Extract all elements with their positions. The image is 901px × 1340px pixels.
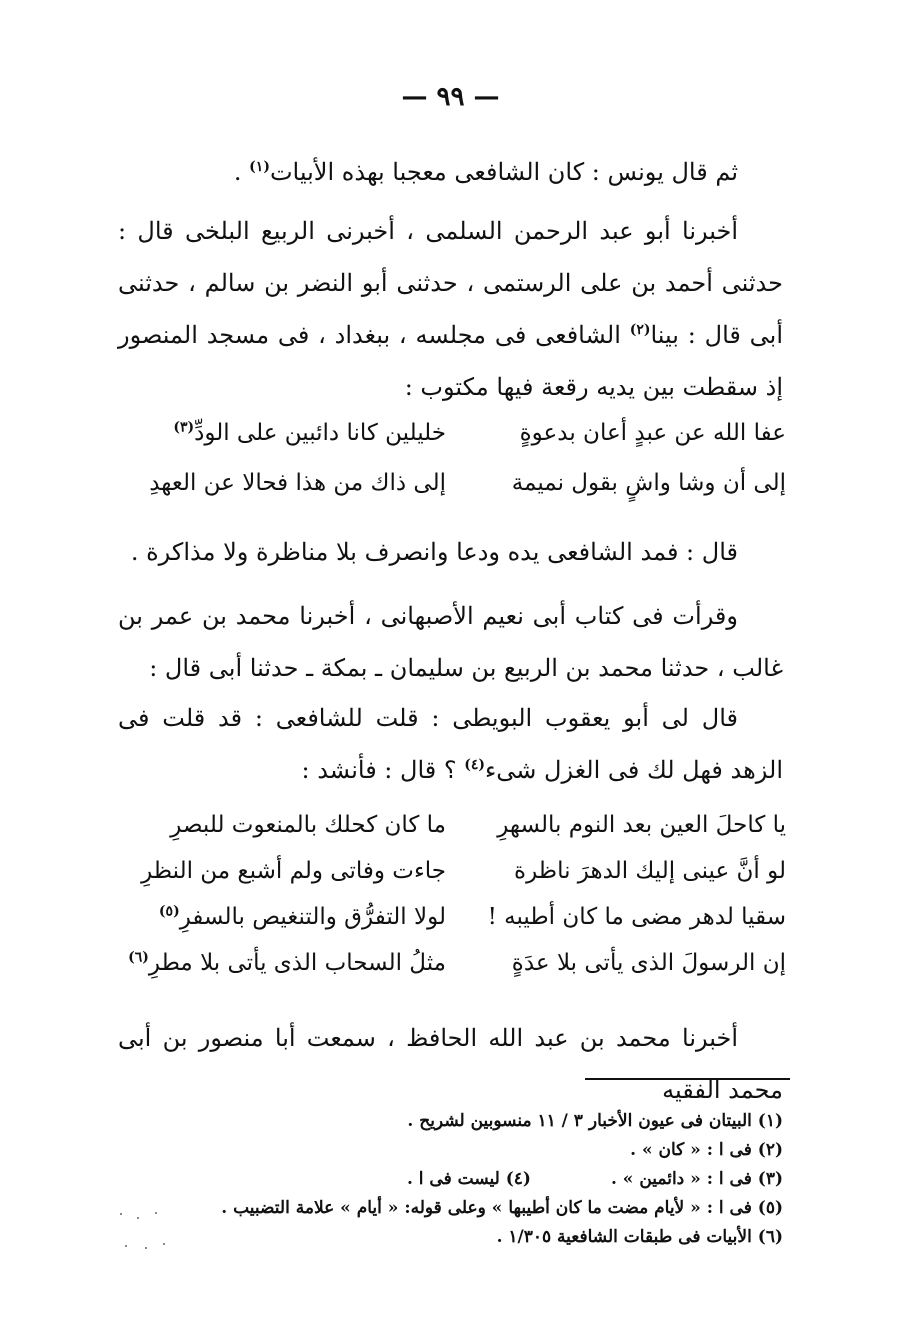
footnotes [118, 1107, 783, 1252]
verse-line [126, 858, 786, 898]
hemistich-second [126, 904, 446, 944]
page-number: — ٩٩ — [401, 82, 500, 112]
paragraph-buwayti [118, 692, 783, 796]
footnote-3-4 [118, 1165, 783, 1194]
hemistich-second [126, 420, 446, 460]
footnote-5: (٥) فى ا : « لأيام مضت ما كان أطيبها » وعلى قوله: « أيام » علامة التضبيب . [221, 1198, 783, 1218]
hemistich-second [126, 950, 446, 990]
footnote-ref: (٦) [128, 949, 149, 966]
paragraph-text-cont: ؟ قال : فأنشد : [301, 756, 465, 784]
footnote-spacer [531, 1165, 611, 1194]
scan-specks [115, 1205, 175, 1255]
paragraph-final: أخبرنا محمد بن عبد الله الحافظ ، سمعت أبا منصور بن أبى محمد الفقيه [118, 1024, 783, 1104]
hemistich-first: عفا الله عن عبدٍ أعان بدعوةٍ [519, 420, 786, 446]
hemistich-first: إن الرسولَ الذى يأتى بلا عدَةٍ [511, 950, 786, 976]
hemistich-first: يا كاحلَ العين بعد النوم بالسهرِ [497, 812, 786, 838]
footnote-ref: (٤) [464, 757, 486, 773]
verse-line [126, 950, 786, 990]
footnote-ref: (١) [249, 159, 270, 175]
hemistich-second: إلى ذاك من هذا فحالا عن العهدِ [149, 470, 446, 496]
paragraph-text-cont: الشافعى فى مجلسه ، ببغداد ، فى مسجد المنصور إذ سقطت بين يديه رقعة فيها مكتوب : [118, 321, 783, 401]
verse-line [126, 812, 786, 852]
footnote-2: (٢) فى ا : « كان » . [630, 1140, 783, 1160]
paragraph-isnad-2: وقرأت فى كتاب أبى نعيم الأصبهانى ، أخبرنا محمد بن عمر بن غالب ، حدثنا محمد بن الربيع بن سليمان ـ بمكة ـ حدثنا أبى قال : [118, 602, 783, 682]
footnote-ref: (٣) [173, 419, 195, 436]
hemistich-first: سقيا لدهر مضى ما كان أطيبه ! [487, 904, 786, 930]
paragraph-end: . [233, 158, 250, 186]
hemistich-text: مثلُ السحاب الذى يأتى بلا مطرِ [148, 950, 446, 976]
speck [145, 1247, 147, 1249]
verse-line [126, 470, 786, 510]
speck [137, 1217, 139, 1219]
paragraph-text: ثم قال يونس : كان الشافعى معجبا بهذه الأبيات [269, 158, 738, 186]
footnote-ref: (٥) [158, 903, 180, 920]
footnote-divider [585, 1078, 790, 1080]
speck [125, 1245, 127, 1247]
speck [155, 1212, 157, 1214]
footnote-ref: (٢) [629, 322, 651, 338]
speck [163, 1243, 165, 1245]
verse-line [126, 904, 786, 944]
paragraph-text: قال لى أبو يعقوب البويطى : قلت للشافعى : قد قلت فى الزهد فهل لك فى الغزل شىء [118, 704, 783, 784]
paragraph-text: أخبرنا أبو عبد الرحمن السلمى ، أخبرنى الربيع البلخى قال : حدثنى أحمد بن على الرستمى ، حدثنى أبو النضر بن سالم ، حدثنى أبى قال : بينا [118, 217, 784, 349]
speck [120, 1213, 122, 1215]
verse-block-1 [126, 420, 786, 516]
footnote-4: (٤) ليست فى ا . [406, 1169, 531, 1189]
hemistich-text: لولا التفرُّق والتنغيص بالسفرِ [179, 904, 446, 930]
hemistich-second: ما كان كحلك بالمنعوت للبصرِ [170, 812, 446, 838]
footnote-3: (٣) فى ا : « دائمين » . [610, 1169, 783, 1189]
verse-line [126, 420, 786, 460]
hemistich-second: جاءت وفاتى ولم أشبع من النظرِ [141, 858, 446, 884]
verse-block-2 [126, 812, 786, 996]
hemistich-first: لو أنَّ عينى إليك الدهرَ ناظرة [514, 858, 786, 884]
paragraph-isnad-1 [118, 205, 783, 413]
hemistich-first: إلى أن وشا واشٍ بقول نميمة [511, 470, 786, 496]
paragraph-intro [118, 146, 783, 198]
paragraph-outcome: قال : فمد الشافعى يده ودعا وانصرف بلا مناظرة ولا مذاكرة . [130, 538, 738, 566]
footnote-1: (١) البيتان فى عيون الأخبار ٣ / ١١ منسوبين لشريح . [407, 1111, 783, 1131]
footnote-6: (٦) الأبيات فى طبقات الشافعية ١/٣٠٥ . [496, 1227, 783, 1247]
hemistich-text: خليلين كانا دائبين على الودِّ [194, 420, 446, 446]
